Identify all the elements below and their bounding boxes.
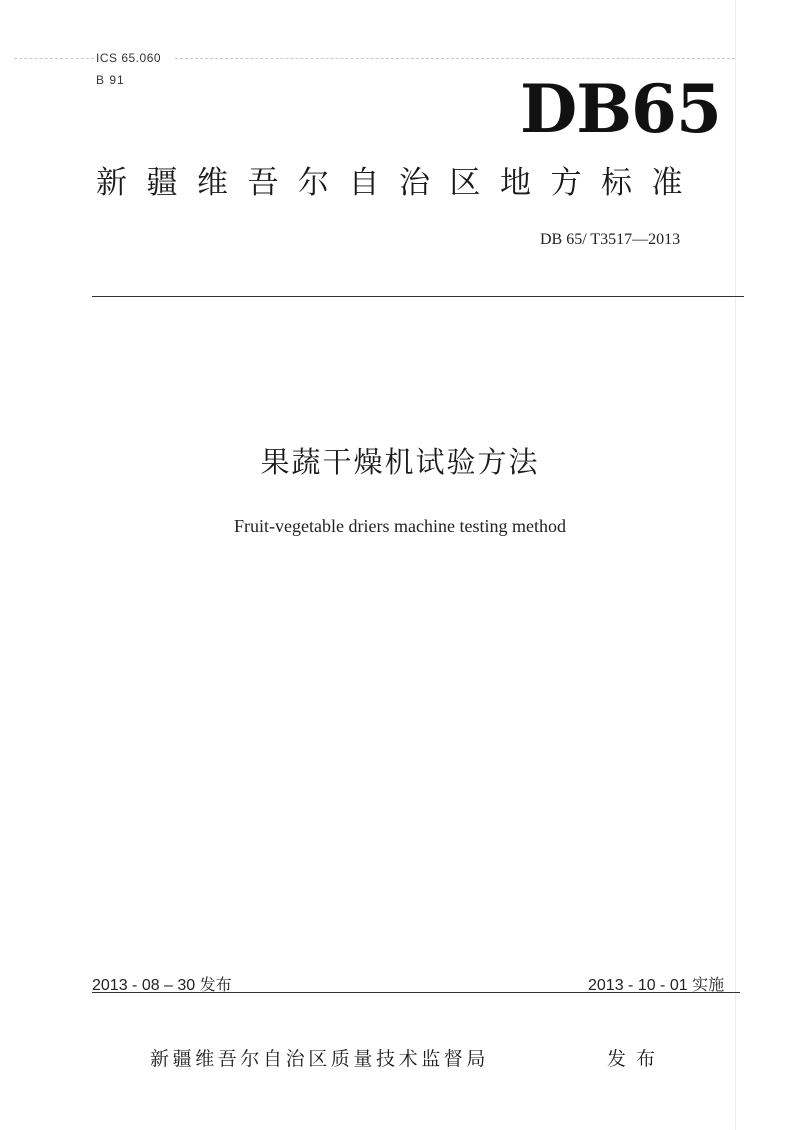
ccs-code: B 91	[96, 73, 125, 87]
document-title-english: Fruit-vegetable driers machine testing method	[234, 516, 566, 536]
publish-label: 发布	[607, 1048, 666, 1070]
bottom-rule	[92, 992, 740, 993]
standard-category-title: 新疆维吾尔自治区地方标准	[96, 165, 702, 201]
db65-logo: DB65	[520, 70, 721, 148]
scan-edge	[735, 0, 736, 1130]
standard-number: DB 65/ T3517—2013	[540, 231, 681, 248]
dashed-rule-right	[175, 58, 735, 59]
ics-code: ICS 65.060	[96, 51, 162, 65]
issue-date: 2013 - 08 – 30 发布	[92, 977, 232, 994]
dashed-rule-left	[14, 58, 94, 59]
document-title-chinese: 果蔬干燥机试验方法	[260, 445, 540, 479]
top-rule	[92, 296, 744, 297]
publisher-name: 新疆维吾尔自治区质量技术监督局	[150, 1048, 490, 1070]
implementation-date: 2013 - 10 - 01 实施	[588, 977, 725, 994]
